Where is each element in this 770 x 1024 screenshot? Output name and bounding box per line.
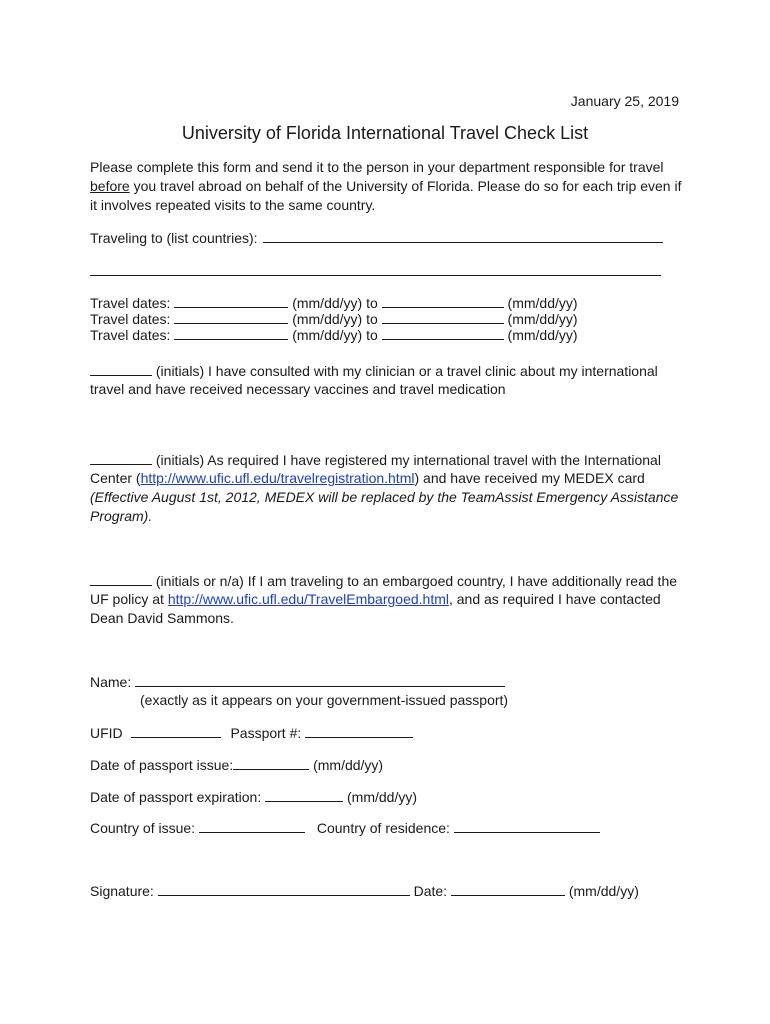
page-title: University of Florida International Travel Check List — [181, 123, 589, 143]
travel-dates-row-3 — [90, 325, 578, 345]
signature-field[interactable] — [158, 881, 410, 896]
registration-line-1 — [90, 450, 661, 470]
passport-expiration-label: Date of passport expiration: — [90, 789, 262, 805]
ufid-field[interactable] — [131, 723, 221, 738]
registration-text: (initials) As required I have registered my international travel with the International — [155, 452, 661, 468]
embargo-line-1 — [90, 571, 677, 591]
travel-dates-label: Travel dates: — [90, 295, 171, 311]
embargo-line-2 — [90, 590, 661, 609]
travel-dates-label: Travel dates: — [90, 311, 171, 327]
embargo-line-3: Dean David Sammons. — [90, 610, 234, 626]
passport-expiration-format: (mm/dd/yy) — [347, 789, 417, 805]
travel-registration-link[interactable]: http://www.ufic.ufl.edu/travelregistration.html — [140, 470, 415, 486]
travel-start-date-field[interactable] — [174, 293, 288, 308]
country-of-residence-field[interactable] — [454, 818, 600, 833]
country-of-issue-field[interactable] — [199, 818, 305, 833]
travel-dates-mid: (mm/dd/yy) to — [292, 327, 378, 343]
registration-initials-field[interactable] — [90, 450, 152, 465]
intro-line-2-text: you travel abroad on behalf of the University of Florida. Please do so for each trip even if — [129, 178, 682, 194]
clinician-line-1 — [90, 361, 658, 381]
intro-line-2 — [90, 177, 681, 196]
clinician-initials-field[interactable] — [90, 361, 152, 376]
name-label: Name: — [90, 674, 132, 690]
passport-issue-label: Date of passport issue: — [90, 757, 234, 773]
name-hint: (exactly as it appears on your government-issued passport) — [140, 692, 509, 708]
embargo-line-2-post: , and as required I have contacted — [448, 591, 661, 607]
signature-row — [90, 881, 639, 901]
registration-line-2-post: ) and have received my MEDEX card — [414, 470, 645, 486]
signature-date-label: Date: — [413, 883, 448, 899]
travel-dates-end: (mm/dd/yy) — [507, 327, 578, 343]
country-of-issue-label: Country of issue: — [90, 820, 196, 836]
registration-note-2-text: Program). — [90, 508, 153, 524]
embargo-initials-field[interactable] — [90, 571, 152, 586]
passport-label: Passport #: — [230, 725, 302, 741]
travel-dates-mid: (mm/dd/yy) to — [292, 295, 378, 311]
travel-dates-end: (mm/dd/yy) — [507, 295, 578, 311]
signature-date-field[interactable] — [451, 881, 565, 896]
passport-expiration-row — [90, 787, 417, 807]
travel-end-date-field[interactable] — [382, 309, 504, 324]
registration-line-2 — [90, 469, 645, 488]
countries-field[interactable] — [263, 228, 663, 243]
name-row — [90, 672, 505, 692]
ufid-label: UFID — [90, 725, 123, 741]
travel-dates-mid: (mm/dd/yy) to — [292, 311, 378, 327]
clinician-text: (initials) I have consulted with my clinician or a travel clinic about my international — [155, 363, 658, 379]
signature-label: Signature: — [90, 883, 154, 899]
countries-field-line-2[interactable] — [90, 275, 661, 276]
country-of-residence-label: Country of residence: — [316, 820, 450, 836]
intro-line-3: it involves repeated visits to the same country. — [90, 197, 376, 213]
ufid-row — [90, 723, 413, 743]
travel-dates-label: Travel dates: — [90, 327, 171, 343]
countries-row — [90, 228, 663, 248]
document-date: January 25, 2019 — [570, 93, 679, 109]
country-row — [90, 818, 600, 838]
signature-date-format: (mm/dd/yy) — [568, 883, 639, 899]
travel-start-date-field[interactable] — [174, 309, 288, 324]
clinician-line-2: travel and have received necessary vaccines and travel medication — [90, 381, 506, 397]
travel-start-date-field[interactable] — [174, 325, 288, 340]
passport-expiration-field[interactable] — [265, 787, 343, 802]
passport-issue-field[interactable] — [233, 755, 309, 770]
registration-note-2 — [90, 507, 152, 526]
passport-number-field[interactable] — [305, 723, 413, 738]
passport-issue-format: (mm/dd/yy) — [313, 757, 384, 773]
registration-line-2-pre: Center ( — [90, 470, 141, 486]
travel-end-date-field[interactable] — [382, 293, 504, 308]
embargo-text: (initials or n/a) If I am traveling to an embargoed country, I have additionally read the — [155, 573, 678, 589]
registration-note-1-text: (Effective August 1st, 2012, MEDEX will be replaced by the TeamAssist Emergency Assistance — [90, 489, 679, 505]
intro-line-1: Please complete this form and send it to the person in your department responsible for travel — [90, 159, 664, 175]
travel-embargoed-link[interactable]: http://www.ufic.ufl.edu/TravelEmbargoed.html — [167, 591, 449, 607]
before-emphasis: before — [90, 178, 130, 194]
passport-issue-row — [90, 755, 383, 775]
travel-end-date-field[interactable] — [382, 325, 504, 340]
countries-label: Traveling to (list countries): — [90, 230, 258, 246]
name-field[interactable] — [135, 672, 505, 687]
embargo-line-2-pre: UF policy at — [90, 591, 168, 607]
registration-note-1 — [90, 488, 678, 507]
travel-dates-end: (mm/dd/yy) — [507, 311, 578, 327]
